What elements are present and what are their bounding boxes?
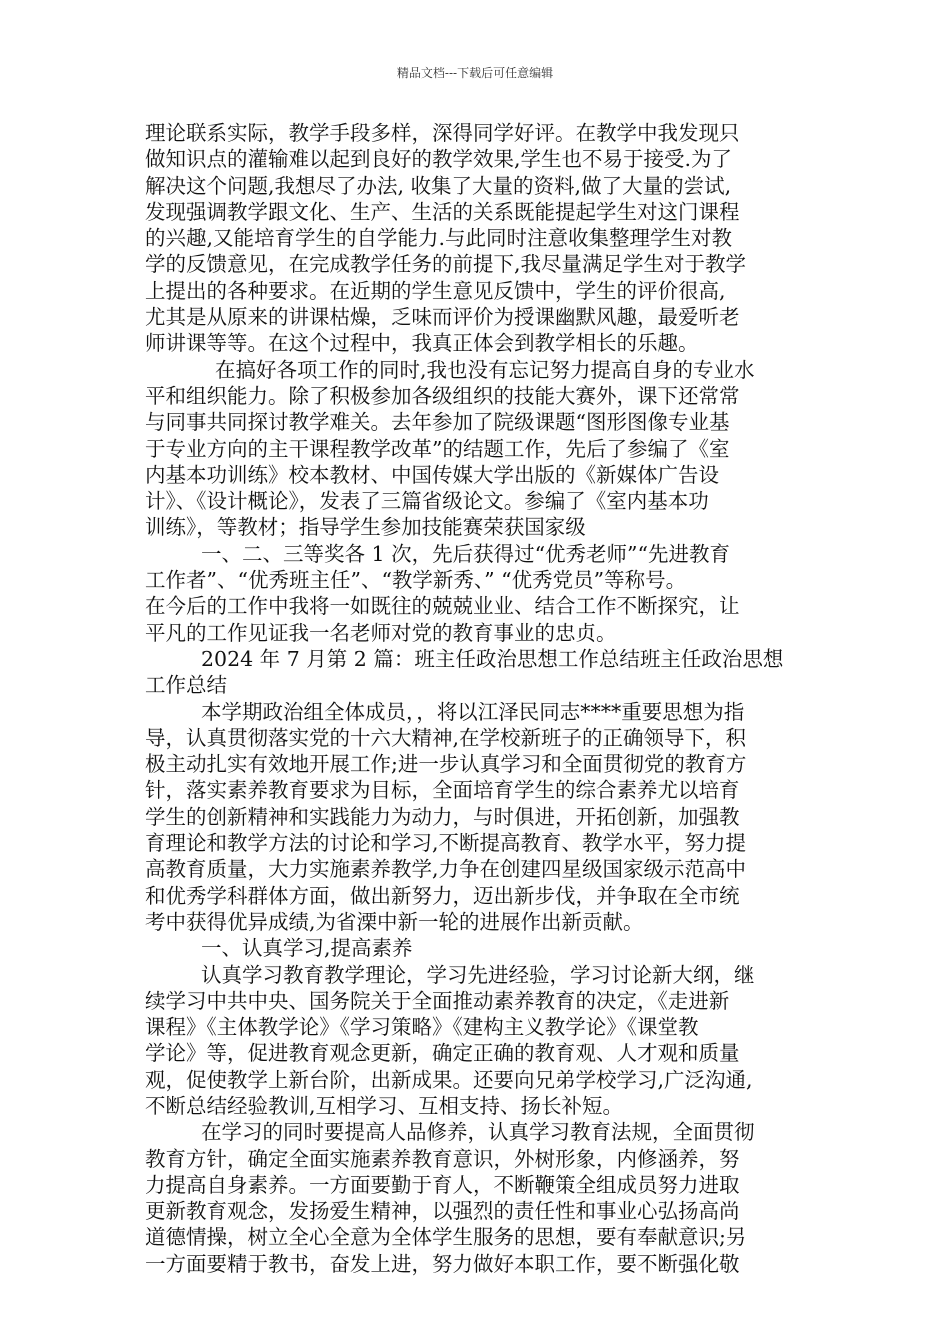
text-line: 续学习中共中央、国务院关于全面推动素养教育的决定，《走进新	[145, 988, 730, 1013]
text-line: 工作总结	[145, 673, 227, 698]
text-line: 解决这个问题,我想尽了办法, 收集了大量的资料,做了大量的尝试,	[145, 173, 732, 198]
text-line: 更新教育观念，发扬爱生精神，以强烈的责任性和事业心弘扬高尚	[145, 1199, 740, 1224]
text-line: 一、二、三等奖各 1 次，先后获得过“优秀老师”“先进教育	[201, 541, 731, 566]
text-line: 2024 年 7 月第 2 篇：班主任政治思想工作总结班主任政治思想	[201, 646, 784, 671]
text-line: 与同事共同探讨教学难关。去年参加了院级课题“图形图像专业基	[145, 410, 730, 435]
text-line: 训练》，等教材；指导学生参加技能赛荣获国家级	[145, 515, 586, 540]
text-line: 的兴趣,又能培育学生的自学能力.与此同时注意收集整理学生对教	[145, 226, 733, 251]
text-line: 师讲课等等。在这个过程中，我真正体会到教学相长的乐趣。	[145, 331, 699, 356]
text-line: 教育方针，确定全面实施素养教育意识，外树形象，内修涵养，努	[145, 1146, 740, 1171]
text-line: 内基本功训练》校本教材、中国传媒大学出版的《新媒体广告设	[145, 462, 719, 487]
text-line: 观，促使教学上新台阶，出新成果。还要向兄弟学校学习,广泛沟通,	[145, 1067, 753, 1092]
text-line: 做知识点的灌输难以起到良好的教学效果,学生也不易于接受.为了	[145, 147, 733, 172]
text-line: 平和组织能力。除了积极参加各级组织的技能大赛外，课下还常常	[145, 383, 740, 408]
text-line: 不断总结经验教训,互相学习、互相支持、扬长补短。	[145, 1093, 624, 1118]
text-line: 课程》《主体教学论》《学习策略》《建构主义教学论》《课堂教	[145, 1015, 699, 1040]
text-line: 认真学习教育教学理论，学习先进经验，学习讨论新大纲，继	[201, 962, 755, 987]
text-line: 在学习的同时要提高人品修养，认真学习教育法规，全面贯彻	[201, 1120, 755, 1145]
text-line: 学的反馈意见，在完成教学任务的前提下,我尽量满足学生对于教学	[145, 252, 747, 277]
text-line: 发现强调教学跟文化、生产、生活的关系既能提起学生对这门课程	[145, 199, 740, 224]
text-line: 上提出的各种要求。在近期的学生意见反馈中，学生的评价很高,	[145, 278, 726, 303]
text-line: 理论联系实际，教学手段多样，深得同学好评。在教学中我发现只	[145, 121, 740, 145]
text-line: 力提高自身素养。一方面要勤于育人，不断鞭策全组成员努力进取	[145, 1172, 740, 1197]
text-line: 育理论和教学方法的讨论和学习,不断提高教育、教学水平，努力提	[145, 831, 747, 856]
text-line: 道德情操，树立全心全意为全体学生服务的思想，要有奉献意识;另	[145, 1225, 747, 1250]
text-line: 针，落实素养教育要求为目标，全面培育学生的综合素养尤以培育	[145, 778, 740, 803]
text-line: 在搞好各项工作的同时,我也没有忘记努力提高自身的专业水	[215, 357, 755, 382]
text-line: 本学期政治组全体成员，，将以江泽民同志****重要思想为指	[201, 699, 745, 724]
text-line: 计》、《设计概论》，发表了三篇省级论文。参编了《室内基本功	[145, 489, 709, 514]
text-line: 学生的创新精神和实践能力为动力，与时俱进，开拓创新，加强教	[145, 804, 740, 829]
text-line: 和优秀学科群体方面，做出新努力，迈出新步伐，并争取在全市统	[145, 883, 740, 908]
document-body	[145, 120, 805, 1277]
text-line: 学论》等，促进教育观念更新，确定正确的教育观、人才观和质量	[145, 1041, 740, 1066]
text-line: 工作者”、“优秀班主任”、“教学新秀、” “优秀党员”等称号。	[145, 568, 687, 593]
text-line: 极主动扎实有效地开展工作;进一步认真学习和全面贯彻党的教育方	[145, 752, 747, 777]
text-line: 考中获得优异成绩,为省溧中新一轮的进展作出新贡献。	[145, 909, 644, 934]
text-line: 高教育质量，大力实施素养教学,力争在创建四星级国家级示范高中	[145, 857, 747, 882]
text-line: 一方面要精于教书，奋发上进，努力做好本职工作，要不断强化敬	[145, 1251, 740, 1276]
text-line: 尤其是从原来的讲课枯燥，乏味而评价为授课幽默风趣，最爱听老	[145, 305, 740, 330]
text-line: 一、认真学习,提高素养	[201, 936, 413, 961]
page-header: 精品文档---下载后可任意编辑	[396, 66, 554, 80]
text-line: 导，认真贯彻落实党的十六大精神,在学校新班子的正确领导下，积	[145, 725, 747, 750]
text-line: 平凡的工作见证我一名老师对党的教育事业的忠贞。	[145, 620, 617, 645]
text-line: 于专业方向的主干课程教学改革”的结题工作，先后了参编了《室	[145, 436, 730, 461]
text-line: 在今后的工作中我将一如既往的兢兢业业、结合工作不断探究，让	[145, 594, 740, 619]
